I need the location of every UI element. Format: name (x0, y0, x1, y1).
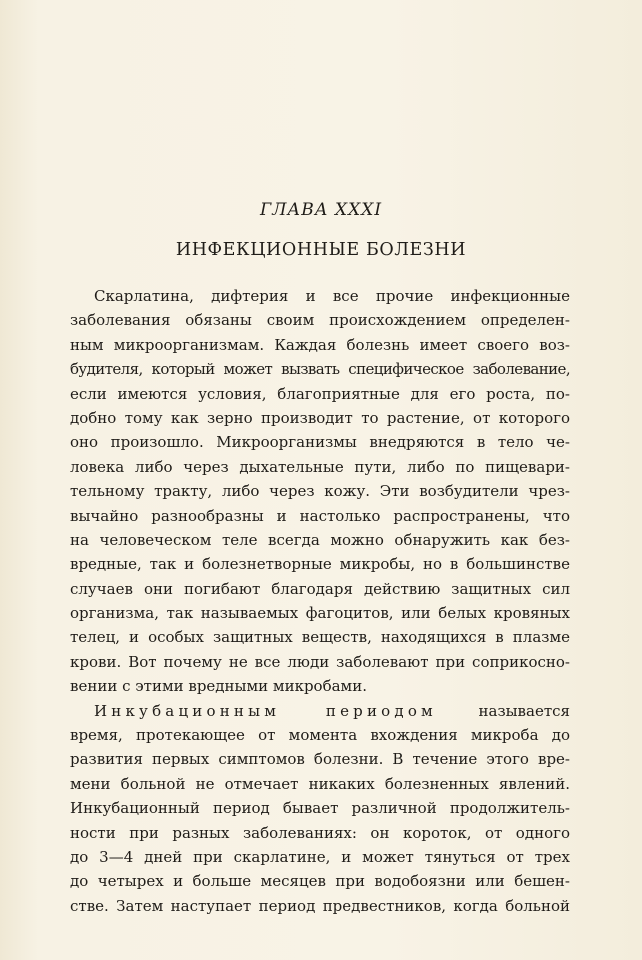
text-line: ловека либо через дыхательные пути, либо по пищевари- (70, 457, 570, 476)
term-continuation: называется (478, 701, 570, 720)
text-line: вычайно разнообразны и настолько распространены, что (70, 506, 570, 525)
text-line: случаев они погибают благодаря действию защитных сил (70, 579, 570, 598)
text-line: стве. Затем наступает период предвестников, когда больной (70, 896, 570, 915)
text-line: на человеческом теле всегда можно обнаружить как без- (70, 530, 570, 549)
text-line: ным микроорганизмам. Каждая болезнь имеет своего воз- (70, 335, 570, 354)
text-line: крови. Вот почему не все люди заболевают при соприкоснo- (70, 652, 570, 671)
text-line: вредные, так и болезнетворные микробы, но в большинстве (70, 555, 570, 574)
body-text (70, 284, 570, 918)
text-line: Скарлатина, дифтерия и все прочие инфекционные (94, 287, 570, 305)
text-line: до 3—4 дней при скарлатине, и может тянуться от трех (70, 847, 570, 866)
paragraph-1 (70, 284, 570, 699)
spaced-term: Инкубационным периодом (94, 701, 437, 720)
paragraph-2 (70, 699, 570, 919)
text-line: организма, так называемых фагоцитов, или белых кровяных (70, 604, 570, 623)
text-line: заболевания обязаны своим происхождением определен- (70, 311, 570, 330)
text-line: до четырех и больше месяцев при водобоязни или бешен- (70, 872, 570, 891)
chapter-title: ИНФЕКЦИОННЫЕ БОЛЕЗНИ (175, 240, 467, 260)
text-line: Инкубационный период бывает различной продолжитель- (70, 799, 570, 818)
text-line: телец, и особых защитных веществ, находящихся в плазме (70, 628, 570, 647)
text-line: развития первых симптомов болезни. В течение этого вре- (70, 750, 570, 769)
text-line: мени больной не отмечает никаких болезненных явлений. (70, 774, 570, 793)
chapter-heading: ГЛАВА XXXI (259, 200, 383, 220)
text-line: вении с этими вредными микробами. (70, 677, 367, 696)
text-line (70, 699, 570, 723)
text-line: тельному тракту, либо через кожу. Эти возбудители чрез- (70, 482, 570, 501)
text-line: если имеются условия, благоприятные для его роста, по- (70, 384, 570, 403)
text-line: ности при разных заболеваниях: он короток, от одного (70, 823, 570, 842)
text-line: оно произошло. Микроорганизмы внедряются в тело че- (70, 433, 570, 452)
text-line: время, протекающее от момента вхождения микроба до (70, 726, 570, 745)
text-line: будителя, который может вызвать специфическое заболевание, (70, 360, 570, 379)
text-line: добно тому как зерно производит то растение, от которого (70, 408, 570, 427)
